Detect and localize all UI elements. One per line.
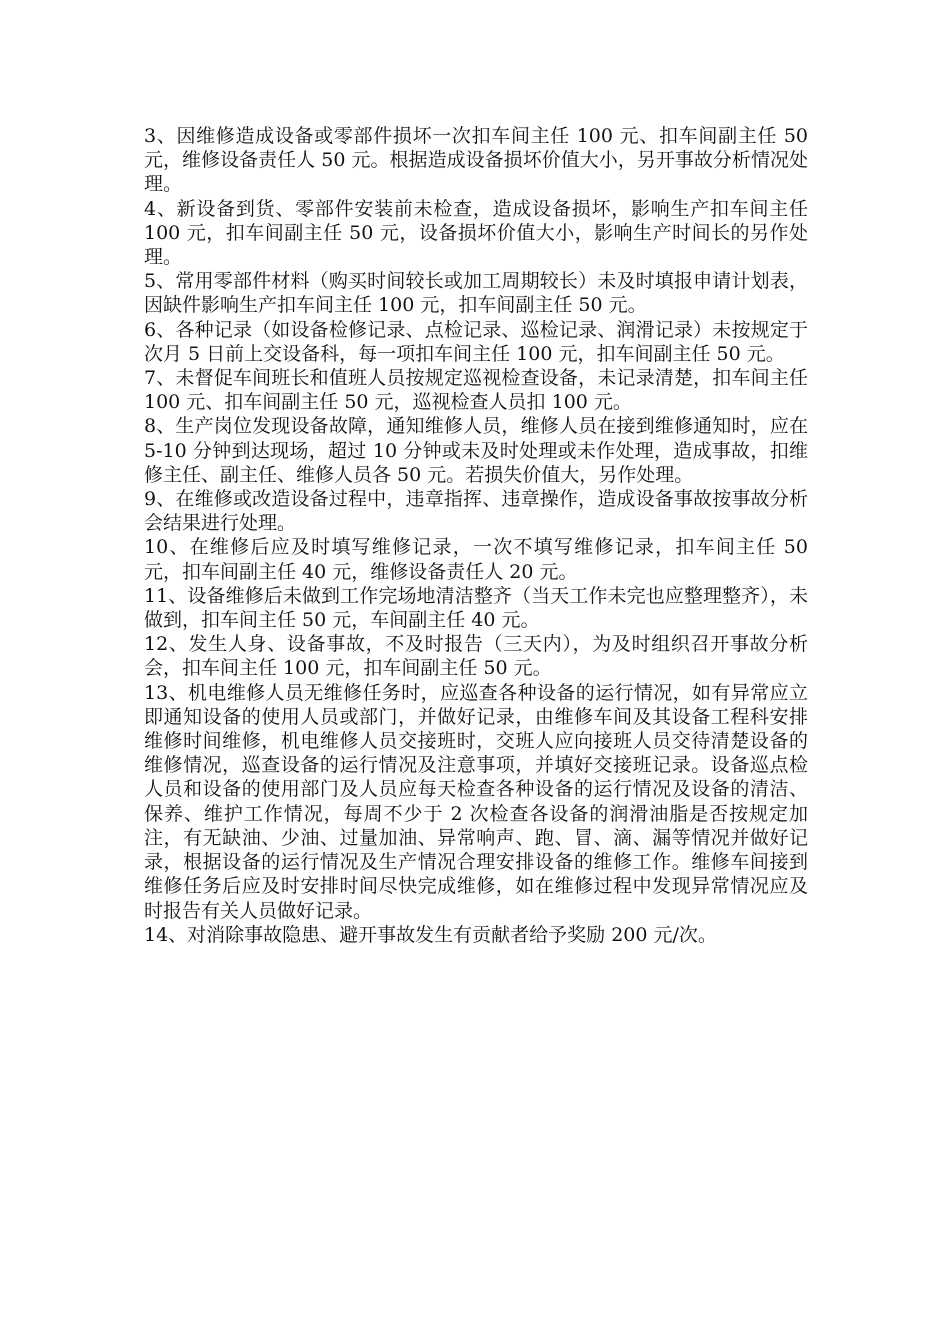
rule-item-5: 5、常用零部件材料（购买时间较长或加工周期较长）未及时填报申请计划表，因缺件影响生产扣车间主任 100 元，扣车间副主任 50 元。 (144, 270, 808, 317)
rule-item-4: 4、新设备到货、零部件安装前未检查，造成设备损坏，影响生产扣车间主任 100 元，扣车间副主任 50 元，设备损坏价值大小，影响生产时间长的另作处理。 (144, 197, 808, 269)
rule-item-9: 9、在维修或改造设备过程中，违章指挥、违章操作，造成设备事故按事故分析会结果进行处理。 (144, 488, 808, 535)
rule-item-7: 7、未督促车间班长和值班人员按规定巡视检查设备，未记录清楚，扣车间主任 100 元、扣车间副主任 50 元，巡视检查人员扣 100 元。 (144, 367, 808, 414)
rule-item-12: 12、发生人身、设备事故，不及时报告（三天内），为及时组织召开事故分析会，扣车间主任 100 元，扣车间副主任 50 元。 (144, 633, 808, 680)
rule-item-6: 6、各种记录（如设备检修记录、点检记录、巡检记录、润滑记录）未按规定于次月 5 日前上交设备科，每一项扣车间主任 100 元，扣车间副主任 50 元。 (144, 318, 808, 365)
rule-item-11: 11、设备维修后未做到工作完场地清洁整齐（当天工作未完也应整理整齐），未做到，扣车间主任 50 元，车间副主任 40 元。 (144, 584, 808, 632)
rule-item-13: 13、机电维修人员无维修任务时，应巡查各种设备的运行情况，如有异常应立即通知设备的使用人员或部门，并做好记录，由维修车间及其设备工程科安排维修时间维修，机电维修人员交接班时，交班人应向接班人员交待清楚设备的维修情况，巡查设备的运行情况及注意事项，并填好交接班记录。设备巡点检人员和设备的使用部门及人员应每天检查各种设备的运行情况及设备的清洁、保养、维护工作情况，每周不少于 2 次检查各设备的润滑油脂是否按规定加注，有无缺油、少油、过量加油、异常响声、跑、冒、滴、漏等情况并做好记录，根据设备的运行情况及生产情况合理安排设备的维修工作。维修车间接到维修任务后应及时安排时间尽快完成维修，如在维修过程中发现异常情况应及时报告有关人员做好记录。 (144, 681, 808, 922)
document-body (144, 124, 808, 947)
rule-item-10: 10、在维修后应及时填写维修记录，一次不填写维修记录，扣车间主任 50 元，扣车间副主任 40 元，维修设备责任人 20 元。 (144, 536, 808, 583)
rule-item-8: 8、生产岗位发现设备故障，通知维修人员，维修人员在接到维修通知时，应在 5-10 分钟到达现场，超过 10 分钟或未及时处理或未作处理，造成事故，扣维修主任、副主任、维修人员各 50 元。若损失价值大，另作处理。 (144, 415, 808, 486)
rule-item-3: 3、因维修造成设备或零部件损坏一次扣车间主任 100 元、扣车间副主任 50 元，维修设备责任人 50 元。根据造成设备损坏价值大小，另开事故分析情况处理。 (144, 125, 808, 196)
rule-item-14: 14、对消除事故隐患、避开事故发生有贡献者给予奖励 200 元/次。 (144, 923, 717, 946)
